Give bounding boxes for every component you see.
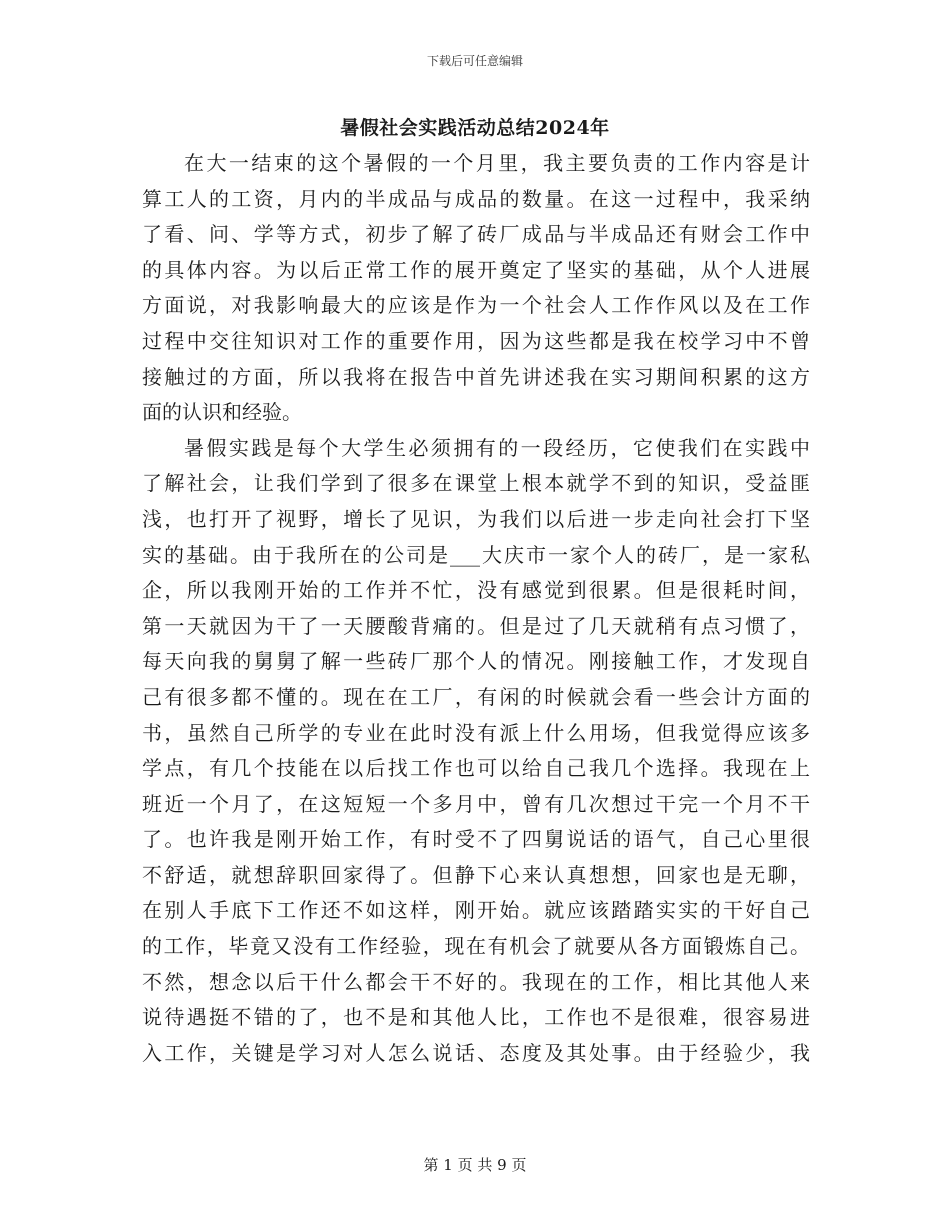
text-line: 书，虽然自己所学的专业在此时没有派上什么用场，但我觉得应该多	[142, 720, 810, 745]
text-line: 说待遇挺不错的了，也不是和其他人比，工作也不是很难，很容易进	[142, 1005, 810, 1030]
text-line: 的工作，毕竟又没有工作经验，现在有机会了就要从各方面锻炼自己。	[142, 934, 810, 959]
text-line: 暑假实践是每个大学生必须拥有的一段经历，它使我们在实践中	[184, 435, 810, 460]
text-line: 在别人手底下工作还不如这样，刚开始。就应该踏踏实实的干好自己	[142, 898, 810, 923]
page-header-note: 下载后可任意编辑	[426, 54, 523, 68]
text-line: 了看、问、学等方式，初步了解了砖厂成品与半成品还有财会工作中	[142, 222, 810, 247]
text-line: 实的基础。由于我所在的公司是___大庆市一家个人的砖厂，是一家私	[142, 542, 810, 567]
text-line: 接触过的方面，所以我将在报告中首先讲述我在实习期间积累的这方	[142, 364, 810, 389]
text-line: 每天向我的舅舅了解一些砖厂那个人的情况。刚接触工作，才发现自	[142, 649, 810, 674]
text-line: 学点，有几个技能在以后找工作也可以给自己我几个选择。我现在上	[142, 756, 810, 781]
text-line: 方面说，对我影响最大的应该是作为一个社会人工作作风以及在工作	[142, 293, 810, 318]
text-line: 在大一结束的这个暑假的一个月里，我主要负责的工作内容是计	[184, 151, 810, 175]
text-line: 面的认识和经验。	[142, 400, 302, 425]
text-line: 的具体内容。为以后正常工作的展开奠定了坚实的基础，从个人进展	[142, 257, 810, 282]
text-line: 企，所以我刚开始的工作并不忙，没有感觉到很累。但是很耗时间，	[142, 578, 810, 603]
document-title: 暑假社会实践活动总结2024年	[340, 117, 610, 139]
document-body	[142, 146, 810, 1071]
text-line: 浅，也打开了视野，增长了见识，为我们以后进一步走向社会打下坚	[142, 506, 810, 531]
page-number: 第 1 页 共 9 页	[423, 1156, 527, 1174]
text-line: 不舒适，就想辞职回家得了。但静下心来认真想想，回家也是无聊，	[142, 862, 810, 887]
text-line: 了解社会，让我们学到了很多在课堂上根本就学不到的知识，受益匪	[142, 471, 810, 496]
text-line: 不然，想念以后干什么都会干不好的。我现在的工作，相比其他人来	[142, 969, 810, 994]
text-line: 入工作，关键是学习对人怎么说话、态度及其处事。由于经验少，我	[142, 1040, 810, 1065]
text-line: 了。也许我是刚开始工作，有时受不了四舅说话的语气，自己心里很	[142, 827, 810, 852]
text-line: 过程中交往知识对工作的重要作用，因为这些都是我在校学习中不曾	[142, 328, 810, 353]
text-line: 己有很多都不懂的。现在在工厂，有闲的时候就会看一些会计方面的	[142, 684, 810, 709]
text-line: 算工人的工资，月内的半成品与成品的数量。在这一过程中，我采纳	[142, 186, 810, 211]
text-line: 班近一个月了，在这短短一个多月中，曾有几次想过干完一个月不干	[142, 791, 810, 816]
text-line: 第一天就因为干了一天腰酸背痛的。但是过了几天就稍有点习惯了，	[142, 613, 810, 638]
